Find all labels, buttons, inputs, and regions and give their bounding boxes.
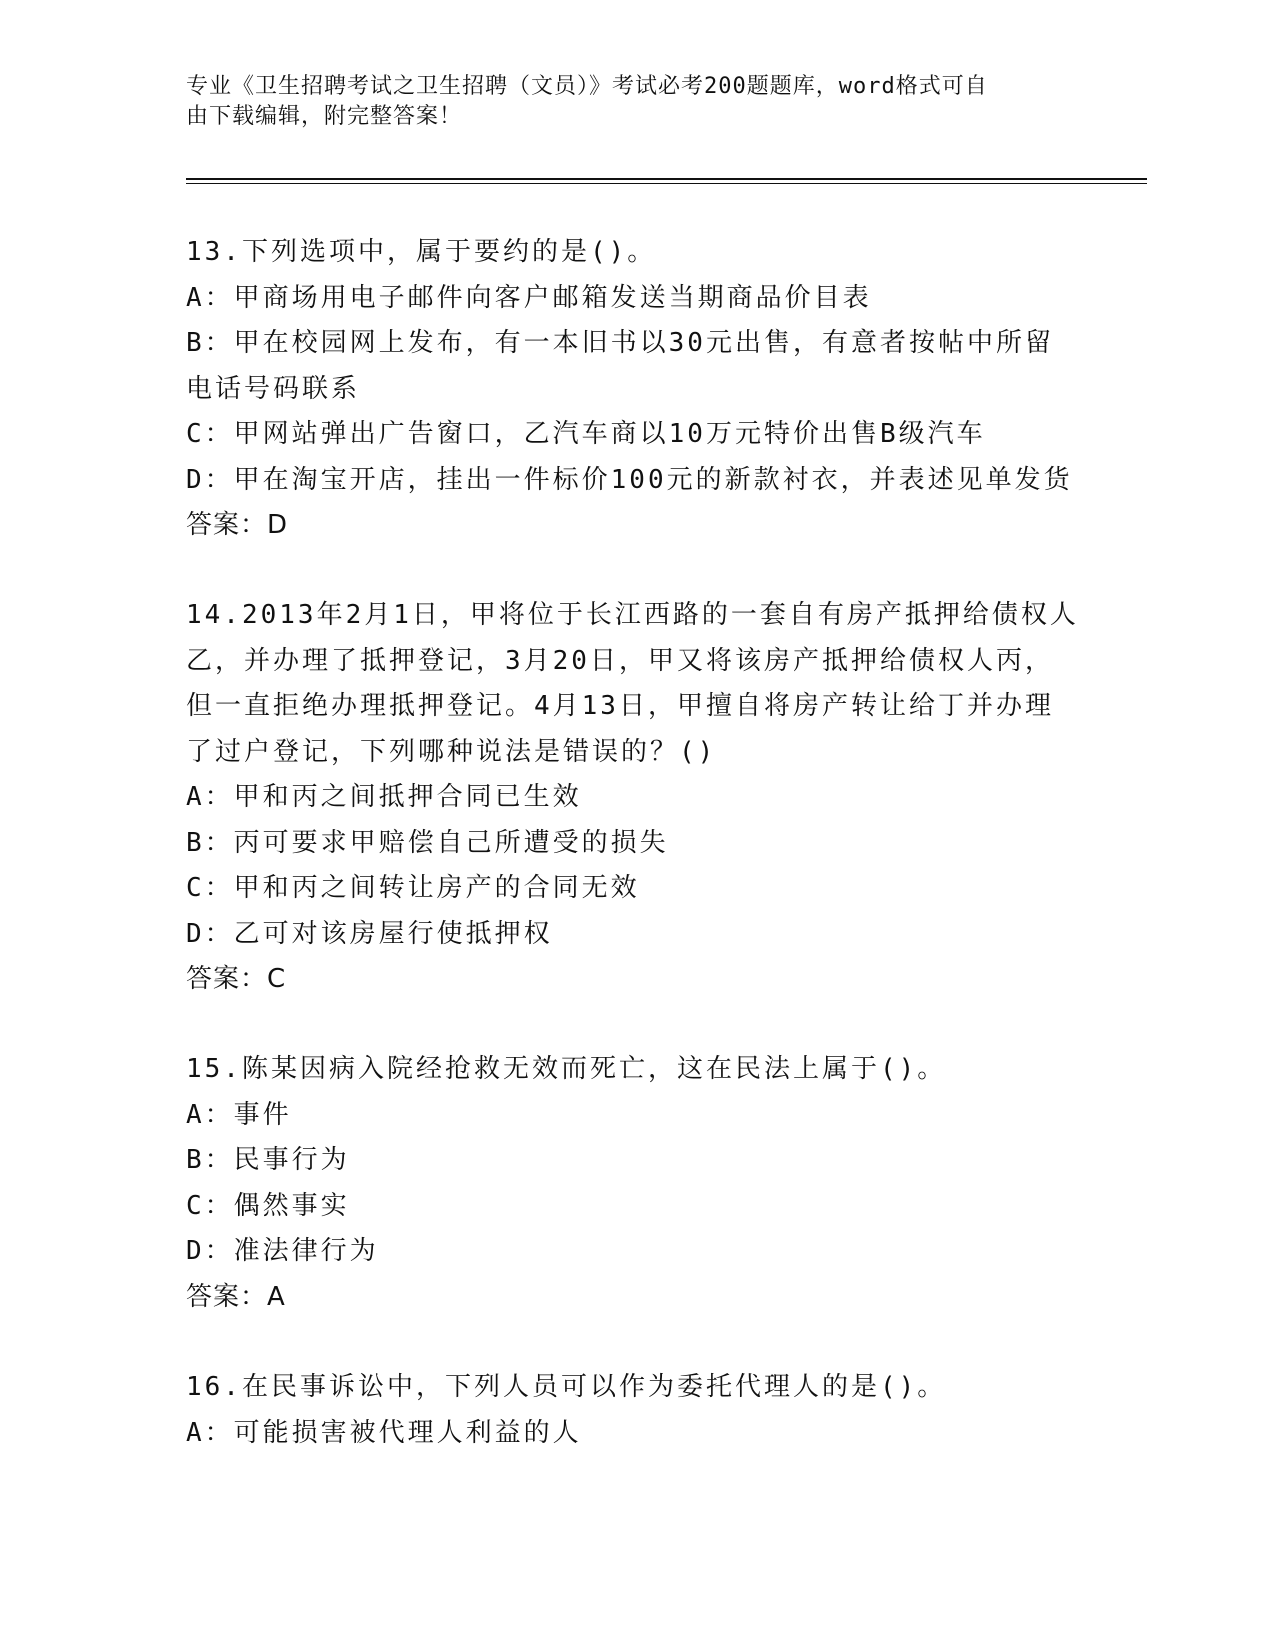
header-line: 由下载编辑，附完整答案！ (186, 104, 463, 129)
option-a: A：甲商场用电子邮件向客户邮箱发送当期商品价目表 (186, 282, 872, 313)
question-stem: 14.2013年2月1日，甲将位于长江西路的一套自有房产抵押给债权人 (186, 600, 1079, 630)
option-d: D：甲在淘宝开店，挂出一件标价100元的新款衬衣，并表述见单发货 (186, 464, 1073, 495)
question-13 (186, 230, 1086, 549)
option-b: B：丙可要求甲赔偿自己所遭受的损失 (186, 827, 669, 858)
answer-line: 答案：C (186, 964, 287, 994)
document-header (186, 72, 1086, 132)
question-16 (186, 1365, 1086, 1456)
option-c: C：偶然事实 (186, 1190, 350, 1221)
question-15 (186, 1047, 1086, 1320)
option-a: A：甲和丙之间抵押合同已生效 (186, 782, 582, 812)
option-a: A：可能损害被代理人利益的人 (186, 1417, 582, 1448)
option-b-continued: 电话号码联系 (186, 373, 361, 404)
question-stem-continued: 但一直拒绝办理抵押登记。4月13日，甲擅自将房产转让给丁并办理 (186, 691, 1054, 721)
header-divider (186, 178, 1147, 180)
option-b: B：甲在校园网上发布，有一本旧书以30元出售，有意者按帖中所留 (186, 328, 1054, 358)
header-divider-thin (186, 183, 1147, 184)
option-d: D：乙可对该房屋行使抵押权 (186, 918, 553, 949)
question-14 (186, 593, 1086, 1003)
option-c: C：甲网站弹出广告窗口，乙汽车商以10万元特价出售B级汽车 (186, 419, 986, 449)
question-stem: 16.在民事诉讼中，下列人员可以作为委托代理人的是()。 (186, 1372, 947, 1402)
question-stem: 15.陈某因病入院经抢救无效而死亡，这在民法上属于()。 (186, 1054, 947, 1084)
question-stem-continued: 乙，并办理了抵押登记，3月20日，甲又将该房产抵押给债权人丙， (186, 645, 1054, 676)
option-c: C：甲和丙之间转让房产的合同无效 (186, 873, 640, 903)
question-stem-continued: 了过户登记，下列哪种说法是错误的？() (186, 736, 717, 767)
option-a: A：事件 (186, 1099, 292, 1130)
header-line: 专业《卫生招聘考试之卫生招聘（文员）》考试必考200题题库，word格式可自 (186, 74, 988, 99)
answer-line: 答案：A (186, 1281, 286, 1312)
option-b: B：民事行为 (186, 1145, 350, 1175)
option-d: D：准法律行为 (186, 1236, 379, 1266)
question-stem: 13.下列选项中，属于要约的是()。 (186, 237, 657, 267)
answer-line: 答案：D (186, 510, 289, 540)
